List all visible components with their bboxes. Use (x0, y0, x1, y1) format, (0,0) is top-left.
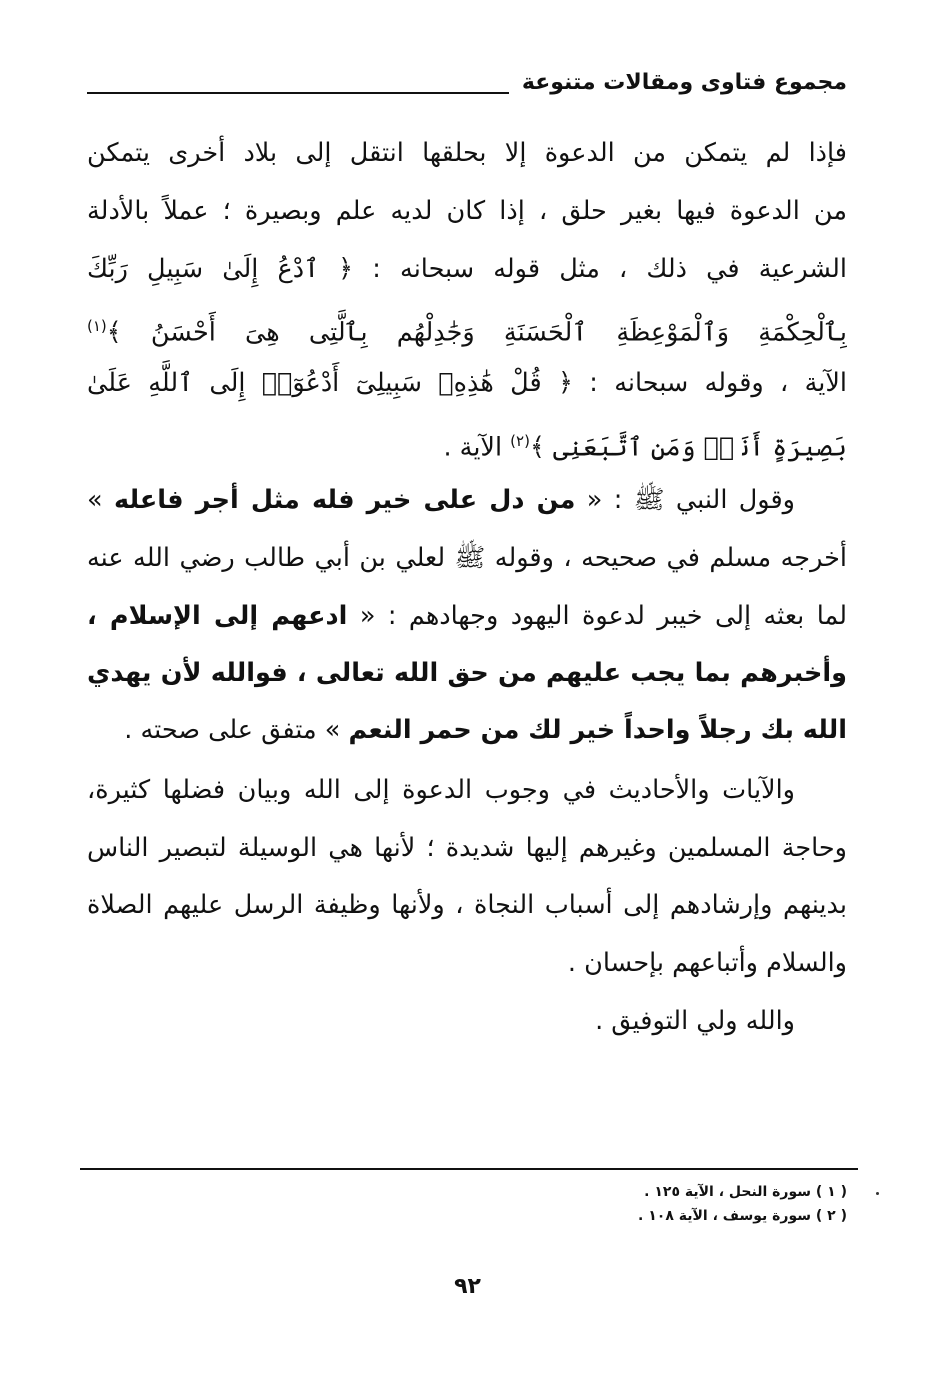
text-segment: الشرعية في ذلك ، مثل قوله سبحانه : (353, 254, 847, 284)
text-line-3 (87, 241, 847, 297)
running-header (87, 70, 847, 110)
text-line-14: بدينهم وإرشادهم إلى أسباب النجاة ، ولأنها وظيفة الرسل عليهم الصلاة (87, 890, 847, 920)
text-line-5 (87, 355, 847, 411)
text-line-2: من الدعوة فيها بغير حلق ، إذا كان لديه علم وبصيرة ؛ عملاً بالأدلة (87, 196, 847, 226)
text-line-15: والسلام وأتباعهم بإحسان . (567, 948, 847, 978)
header-title: مجموع فتاوى ومقالات متنوعة (521, 70, 847, 95)
text-segment: » متفق على صحته . (124, 715, 349, 745)
text-line-12: والآيات والأحاديث في وجوب الدعوة إلى الله وبيان فضلها كثيرة، (87, 775, 795, 805)
hadith-text: ادعهم إلى الإسلام ، (87, 601, 348, 631)
footnote-ref-1: (١) (87, 317, 107, 335)
quran-verse: بَصِيرَةٍ أَنَا۠ وَمَنِ ٱتَّبَعَنِى ﴾ (529, 432, 847, 463)
text-line-1: فإذا لم يتمكن من الدعوة إلا بحلقها انتقل إلى بلاد أخرى يتمكن (87, 138, 847, 168)
text-segment: » (87, 485, 114, 515)
text-line-4 (87, 298, 847, 354)
footnote-divider (80, 1168, 858, 1170)
text-line-7 (87, 472, 795, 528)
text-segment: الآية ، وقوله سبحانه : (572, 368, 847, 398)
text-line-13: وحاجة المسلمين وغيرهم إليها شديدة ؛ لأنها هي الوسيلة لتبصير الناس (87, 833, 847, 863)
text-segment: الآية . (443, 432, 511, 463)
scan-speck (876, 1192, 879, 1195)
text-line-9 (87, 588, 847, 644)
hadith-text: من دل على خير فله مثل أجر فاعله (113, 485, 576, 515)
quran-verse: ﴿ ٱدْعُ إِلَىٰ سَبِيلِ رَبِّكَ (87, 254, 354, 284)
text-segment: لما بعثه إلى خيبر لدعوة اليهود وجهادهم : « (347, 601, 847, 631)
text-line-6 (87, 413, 847, 469)
quran-verse: ﴿ قُلْ هَٰذِهِۦ سَبِيلِىٓ أَدْعُوٓا۟ إِلَى ٱللَّهِ عَلَىٰ (87, 368, 573, 398)
quran-verse: بِٱلْحِكْمَةِ وَٱلْمَوْعِظَةِ ٱلْحَسَنَةِ وَجَٰدِلْهُم بِٱلَّتِى هِىَ أَحْسَنُ ﴾ (106, 317, 847, 348)
text-line-8: أخرجه مسلم في صحيحه ، وقوله ﷺ لعلي بن أبي طالب رضي الله عنه (87, 543, 847, 573)
hadith-text: الله بك رجلاً واحداً خير لك من حمر النعم (348, 715, 847, 745)
header-rule (87, 92, 509, 94)
footnote-2: ( ٢ ) سورة يوسف ، الآية ١٠٨ . (638, 1208, 847, 1224)
text-line-10: وأخبرهم بما يجب عليهم من حق الله تعالى ، فوالله لأن يهدي (87, 658, 847, 688)
text-line-16: والله ولي التوفيق . (595, 1006, 795, 1036)
footnote-ref-2: (٢) (510, 432, 530, 450)
text-segment: وقول النبي ﷺ : « (575, 485, 795, 515)
text-line-11 (87, 702, 847, 758)
page-number: ٩٢ (454, 1274, 481, 1299)
footnote-1: ( ١ ) سورة النحل ، الآية ١٢٥ . (644, 1184, 847, 1200)
